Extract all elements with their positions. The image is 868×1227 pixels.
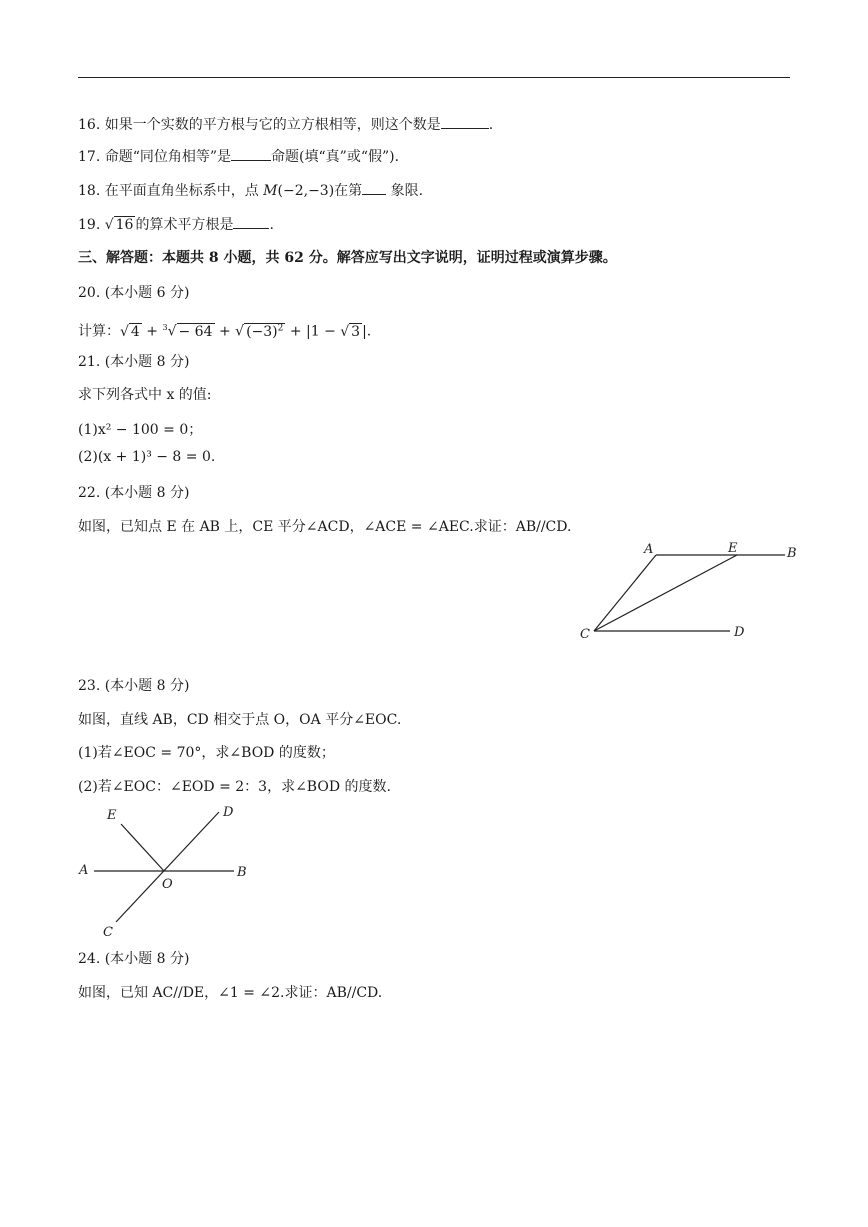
question-17 — [78, 146, 399, 167]
question-21-prompt: 求下列各式中 x 的值: — [78, 387, 212, 403]
question-21-part1: (1)x² − 100 = 0； — [78, 422, 203, 438]
label-d: D — [223, 805, 234, 820]
segment-ac — [594, 555, 656, 631]
question-text-a: 在平面直角坐标系中，点 — [104, 183, 259, 199]
label-c: C — [103, 925, 113, 940]
ray-oe — [121, 824, 164, 871]
point-coord: (−2,−3) — [277, 183, 335, 199]
question-18 — [78, 180, 423, 201]
figure-q23 — [76, 800, 266, 942]
question-number: 16. — [78, 117, 101, 133]
label-e: E — [107, 808, 117, 823]
question-number: 18. — [78, 183, 101, 199]
question-24-header: 24. (本小题 8 分) — [78, 951, 190, 967]
question-text: 如果一个实数的平方根与它的立方根相等，则这个数是 — [104, 117, 441, 133]
period: . — [488, 117, 494, 133]
label-b: B — [787, 546, 797, 561]
label-a: A — [79, 863, 89, 878]
answer-blank — [231, 146, 271, 161]
answer-blank — [441, 114, 489, 129]
answer-blank — [233, 214, 269, 229]
sqrt-4: √ 4 — [120, 323, 140, 340]
question-24-text: 如图，已知 AC//DE，∠1 = ∠2.求证：AB//CD. — [78, 985, 383, 1001]
point-label: M — [263, 183, 278, 199]
sqrt-3: √ 3 — [340, 323, 361, 340]
question-22-text: 如图，已知点 E 在 AB 上，CE 平分∠ACD，∠ACE = ∠AEC.求证：AB//CD. — [78, 519, 572, 535]
label-c: C — [580, 627, 590, 642]
question-22-header: 22. (本小题 8 分) — [78, 485, 190, 501]
figure-q22 — [570, 535, 810, 645]
question-text-a: 命题“同位角相等”是 — [104, 149, 232, 165]
question-19 — [78, 214, 274, 235]
question-21-header: 21. (本小题 8 分) — [78, 354, 190, 370]
sqrt-neg3-squared: √ $(-3)^2$ — [235, 323, 284, 340]
question-16 — [78, 114, 493, 135]
question-text-c: 象限. — [390, 183, 424, 199]
cbrt-neg-64: $^3$√ − 64 — [162, 323, 213, 340]
question-23-text: 如图，直线 AB，CD 相交于点 O，OA 平分∠EOC. — [78, 712, 402, 728]
calc-prefix: 计算： — [78, 323, 120, 340]
question-number: 17. — [78, 149, 101, 165]
segment-ce — [594, 555, 737, 631]
question-21-part2: (2)(x + 1)³ − 8 = 0. — [78, 449, 216, 465]
question-20-body: 计算：√ 4 + $^3$√ − 64 + √ $(-3)^2 + |1$ − √ 3 |. — [78, 318, 371, 342]
label-d: D — [734, 625, 745, 640]
question-text-b: 在第 — [334, 183, 363, 199]
section-3-heading: 三、解答题：本题共 8 小题，共 62 分。解答应写出文字说明，证明过程或演算步骤。 — [78, 250, 617, 266]
line-cd — [116, 812, 219, 922]
period: . — [269, 217, 274, 233]
abs-expression: + |1 − — [289, 323, 341, 340]
label-e: E — [728, 541, 738, 556]
header-rule — [78, 77, 790, 78]
question-20-header: 20. (本小题 6 分) — [78, 285, 190, 301]
label-a: A — [644, 542, 654, 557]
label-b: B — [237, 865, 247, 880]
label-o: O — [162, 877, 173, 892]
question-23-part2: (2)若∠EOC：∠EOD = 2：3，求∠BOD 的度数. — [78, 779, 391, 795]
sqrt-expression: √ 16 — [104, 217, 134, 233]
answer-blank — [362, 180, 386, 195]
question-text-b: 命题(填“真”或“假”). — [271, 149, 400, 165]
question-number: 19. — [78, 217, 101, 233]
question-23-header: 23. (本小题 8 分) — [78, 678, 190, 694]
question-text: 的算术平方根是 — [135, 217, 234, 233]
question-23-part1: (1)若∠EOC = 70°，求∠BOD 的度数； — [78, 745, 335, 761]
